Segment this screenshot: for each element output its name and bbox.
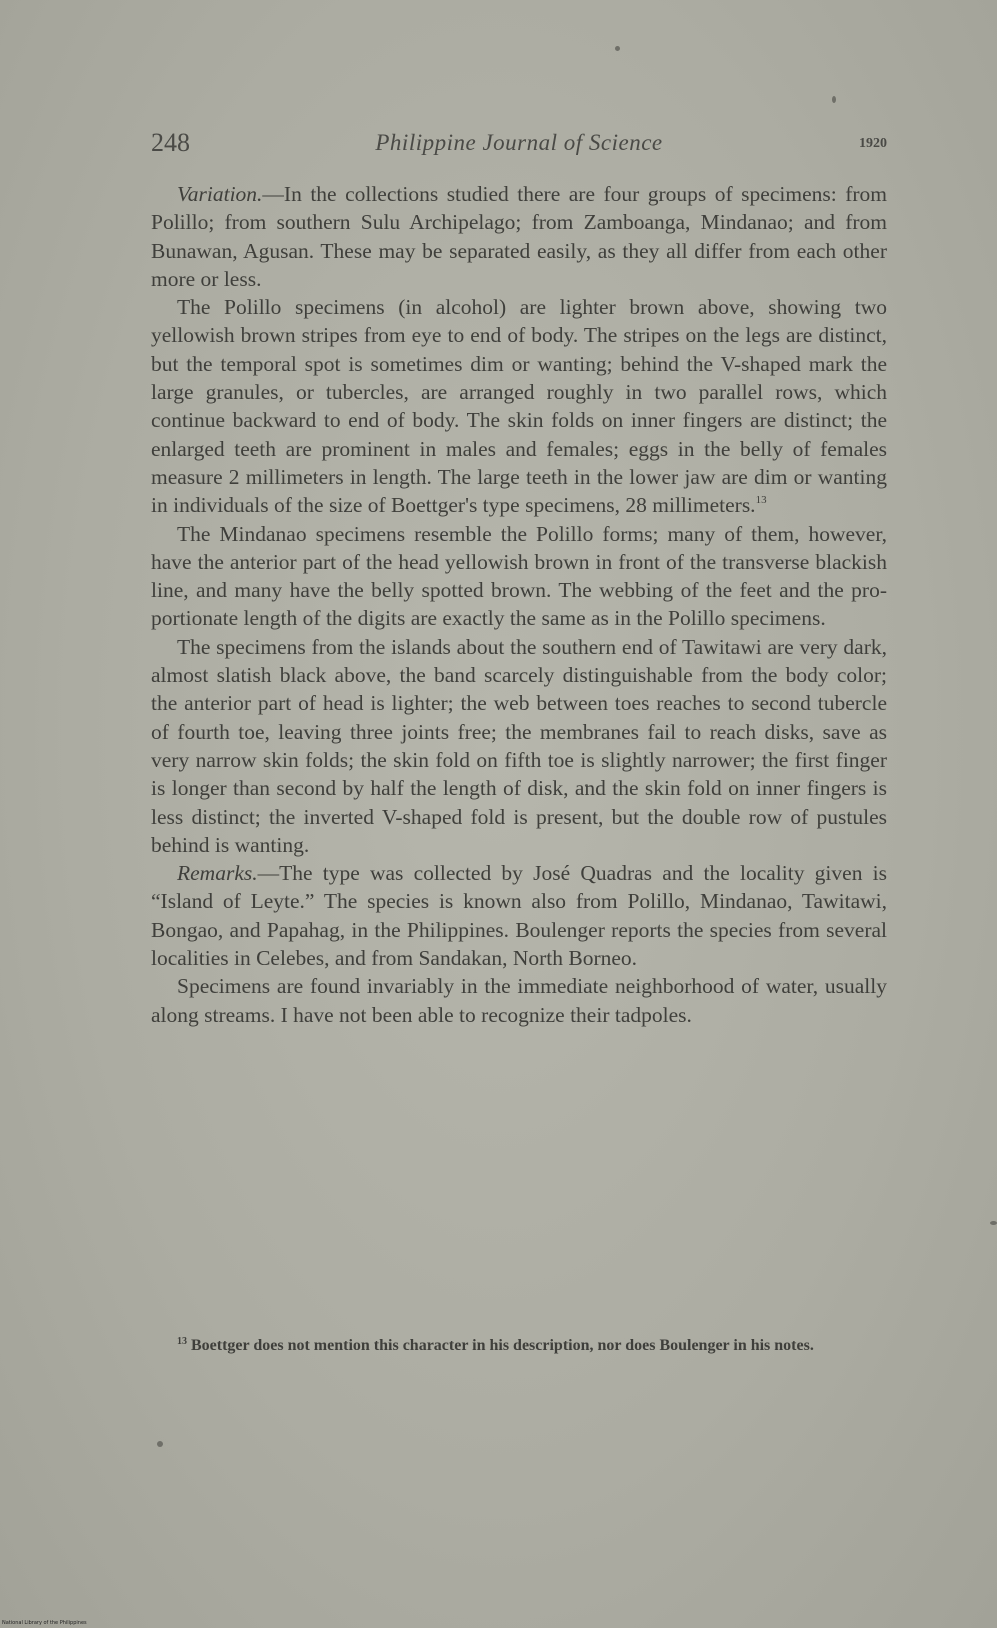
scan-speck bbox=[832, 96, 836, 103]
paragraph-tawitawi bbox=[151, 633, 887, 859]
paragraph-habitat bbox=[151, 972, 887, 1029]
scan-speck bbox=[157, 1441, 163, 1447]
scan-speck bbox=[990, 1221, 997, 1225]
footnote-text: Boettger does not mention this character in his description, nor does Boulenger in his notes. bbox=[191, 1337, 814, 1354]
run-in-heading: Variation. bbox=[177, 182, 263, 206]
paragraph-text: Specimens are found invariably in the immediate neighborhood of water, usually along streams. I have not been able to recognize their tadpoles. bbox=[151, 974, 887, 1027]
paragraph-variation bbox=[151, 180, 887, 293]
page-number: 248 bbox=[151, 128, 190, 157]
paragraph-text: The Polillo specimens (in alcohol) are lighter brown above, showing two yellowish brown stripes from eye to end of body. The stripes on the legs are distinct, but the temporal spot is sometimes dim or wanting; behind the V-shaped mark the large granules, or tubercles, are arranged roughly in two parallel rows, which continue backward to end of body. The skin folds on inner fingers are distinct; the enlarged teeth are prominent in males and females; eggs in the belly of females measure 2 millimeters in length. The large teeth in the lower jaw are dim or wanting in individuals of the size of Boettger's type specimens, 28 millimeters. bbox=[151, 295, 887, 518]
footnote-reference[interactable]: 13 bbox=[755, 494, 767, 507]
run-in-heading: Remarks. bbox=[177, 861, 258, 886]
paragraph-text: The specimens from the islands about the southern end of Tawitawi are very dark, almost slatish black above, the band scarcely distinguishable from the body color; the anterior part of head is lighter; the web between toes reaches to second tubercle of fourth toe, leaving three joints free; the membranes fail to reach disks, save as very narrow skin folds; the skin fold on fifth toe is slightly narrower; the first finger is longer than second by half the length of disk, and the skin fold on inner fingers is less distinct; the inverted V-shaped fold is present, but the double row of pustules behind is wanting. bbox=[151, 634, 887, 857]
journal-title: Philippine Journal of Science bbox=[375, 130, 663, 155]
footnote-mark: 13 bbox=[177, 1336, 187, 1347]
paragraph-text: —In the collections studied there are four groups of specimens: from Polillo; from southern Sulu Archipelago; from Zamboanga, Mindanao; and from Bunawan, Agusan. These may be separated easily, as they all differ from each other more or less. bbox=[151, 182, 887, 291]
running-head bbox=[151, 128, 887, 162]
footnote bbox=[151, 1335, 887, 1357]
paragraph-polillo bbox=[151, 293, 887, 519]
paragraph-mindanao bbox=[151, 520, 887, 633]
paragraph-remarks bbox=[151, 859, 887, 972]
body-text bbox=[151, 180, 887, 1029]
scan-speck bbox=[615, 46, 620, 51]
paragraph-text: The Mindanao specimens resemble the Polillo forms; many of them, however, have the anterior part of the head yellowish brown in front of the transverse blackish line, and many have the belly spotted brown. The webbing of the feet and the proportionate length of the digits are exactly the same as in the Polillo specimens. bbox=[151, 521, 887, 631]
paragraph-text: —The type was collected by José Quadras and the locality given is “Island of Leyte.” The species is known also from Polillo, Mindanao, Tawitawi, Bongao, and Papahag, in the Philippines. Boulenger reports the species from several localities in Celebes, and from Sandakan, North Borneo. bbox=[151, 861, 887, 971]
publication-year: 1920 bbox=[859, 136, 887, 151]
library-credit: National Library of the Philippines bbox=[2, 1620, 87, 1626]
